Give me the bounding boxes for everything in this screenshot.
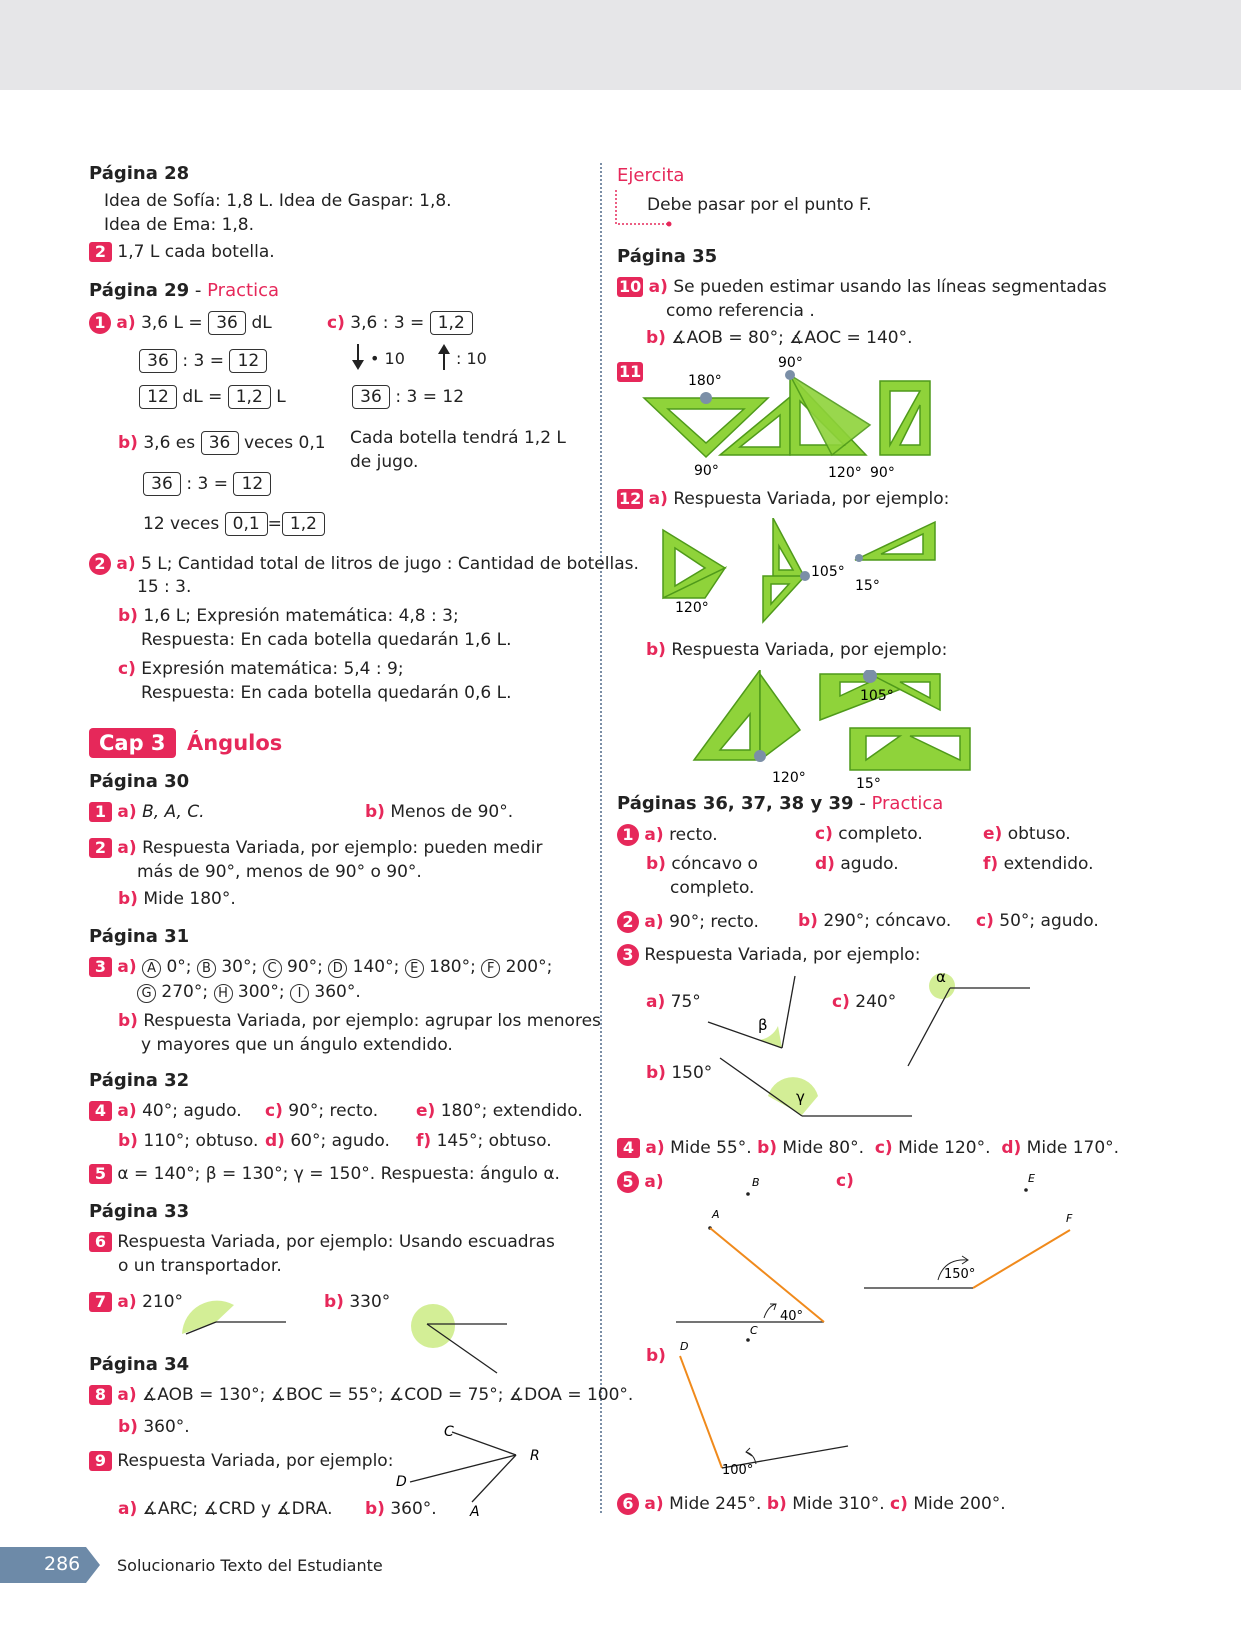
p28-item2 <box>89 242 275 262</box>
q6-line2: o un transportador. <box>118 1256 282 1276</box>
d-label: d) <box>1001 1138 1022 1158</box>
answer-box: 36 <box>143 472 181 496</box>
value: 200°; <box>505 957 553 977</box>
answer-box: 36 <box>208 311 246 335</box>
a-label: a) <box>117 1101 137 1121</box>
q4c-text: Mide 120°. <box>898 1138 991 1158</box>
multiply-10: • 10 <box>370 349 405 368</box>
circle-label: H <box>214 984 233 1003</box>
q8a-text: ∡AOB = 130°; ∡BOC = 55°; ∡COD = 75°; ∡DOA = 100°. <box>142 1385 634 1405</box>
q4d-text: 60°; agudo. <box>290 1131 390 1151</box>
page-number-arrow <box>86 1547 100 1583</box>
practica-label: Practica <box>207 280 279 301</box>
angle-330-diagram <box>395 1300 510 1380</box>
circle-label: D <box>328 959 347 978</box>
circle-label: C <box>263 959 282 978</box>
q1a-text: 3,6 L = <box>141 313 203 333</box>
q1b-text: Menos de 90°. <box>390 802 514 822</box>
p36-q4 <box>617 1138 1119 1158</box>
point-label: C <box>750 1324 758 1337</box>
p30-q1a <box>89 802 205 822</box>
b-label: b) <box>118 606 138 626</box>
a-label: a) <box>117 802 137 822</box>
b-label: b) <box>118 1417 138 1437</box>
page-31-heading: Página 31 <box>89 926 190 947</box>
q3b-line2: y mayores que un ángulo extendido. <box>141 1035 453 1055</box>
page-32-heading: Página 32 <box>89 1070 190 1091</box>
a-label: a) <box>117 1292 137 1312</box>
point-label: D <box>396 1474 407 1490</box>
q1c-text: completo. <box>838 824 923 844</box>
value: 360°. <box>314 982 361 1002</box>
angle-label: 120° <box>772 770 806 786</box>
p36-q2c <box>976 911 1099 931</box>
footer-title: Solucionario Texto del Estudiante <box>117 1556 383 1575</box>
point-label: D <box>680 1340 689 1353</box>
item-number: 2 <box>89 553 111 575</box>
p28-item2-text: 1,7 L cada botella. <box>117 242 275 262</box>
q4e-text: 180°; extendido. <box>440 1101 583 1121</box>
q4b-text: 110°; obtuso. <box>143 1131 259 1151</box>
angle-label: 105° <box>860 688 894 704</box>
b-label: b) <box>766 1494 787 1514</box>
c-label: c) <box>976 911 994 931</box>
angle-label: 40° <box>780 1309 804 1324</box>
b-label: b) <box>365 1499 385 1519</box>
point-label: F <box>1066 1212 1073 1225</box>
a-label: a) <box>118 1499 138 1519</box>
beta-symbol: β <box>758 1016 768 1034</box>
dash: - <box>189 280 208 301</box>
q12a-text: Respuesta Variada, por ejemplo: <box>673 489 950 509</box>
a-label: a) <box>648 489 668 509</box>
page-30-heading: Página 30 <box>89 771 190 792</box>
a-label: a) <box>117 957 137 977</box>
value: 30°; <box>221 957 258 977</box>
d-label: d) <box>815 854 835 874</box>
set-squares-diagram-11 <box>640 355 940 485</box>
p32-q4a <box>89 1101 242 1121</box>
c-note2: de jugo. <box>350 452 419 472</box>
b-label: b) <box>798 911 818 931</box>
p28-line1: Idea de Sofía: 1,8 L. Idea de Gaspar: 1,8. <box>104 191 452 211</box>
p32-q4e <box>416 1101 583 1121</box>
p29-b-row3 <box>143 512 325 536</box>
b-label: b) <box>646 1063 666 1083</box>
q6c-text: Mide 200°. <box>913 1494 1006 1514</box>
q3a-text: 75° <box>670 992 701 1012</box>
item-number: 2 <box>89 242 112 262</box>
p32-q4d <box>265 1131 390 1151</box>
c-label: c) <box>890 1494 908 1514</box>
page-29-heading <box>89 280 279 301</box>
q1b-line1: cóncavo o <box>671 854 758 874</box>
value: 0°; <box>166 957 192 977</box>
q7a-text: 210° <box>142 1292 184 1312</box>
q6a-text: Mide 245°. <box>669 1494 762 1514</box>
b-label: b) <box>365 802 385 822</box>
p33-q6 <box>89 1232 555 1252</box>
q1a-text: B, A, C. <box>142 802 205 822</box>
b-label: b) <box>324 1292 344 1312</box>
arrow-up-icon <box>436 342 452 372</box>
q1b-text: 3,6 es <box>143 433 196 453</box>
p29-q2c <box>118 659 404 679</box>
item-number: 5 <box>89 1164 112 1184</box>
item-number: 1 <box>89 802 112 822</box>
a-label: a) <box>116 554 136 574</box>
p28-line2: Idea de Ema: 1,8. <box>104 215 255 235</box>
operator: : 3 = <box>186 474 229 494</box>
angle-label: 90° <box>778 355 803 371</box>
p34-q9a <box>118 1499 333 1519</box>
item-number: 3 <box>89 957 112 977</box>
item-number: 4 <box>617 1138 640 1158</box>
q1b-line2: completo. <box>670 878 755 898</box>
a-label: a) <box>644 1172 664 1192</box>
item-number: 12 <box>619 489 642 508</box>
set-squares-diagram-12b <box>690 670 980 790</box>
q12b-text: Respuesta Variada, por ejemplo: <box>671 640 948 660</box>
q1b-end: veces 0,1 <box>243 433 326 453</box>
angle-label: 15° <box>856 776 881 790</box>
b-label: b) <box>646 640 666 660</box>
p33-q7b <box>324 1292 390 1312</box>
q2b-line1: 1,6 L; Expresión matemática: 4,8 : 3; <box>143 606 459 626</box>
item-number: 3 <box>617 944 639 966</box>
item-number: 1 <box>89 312 111 334</box>
item-number: 7 <box>89 1292 112 1312</box>
chapter-badge: Cap 3 <box>89 728 176 758</box>
q2a-line2: 15 : 3. <box>137 577 192 597</box>
value: 180°; <box>429 957 476 977</box>
page-34-heading: Página 34 <box>89 1354 190 1375</box>
p29-q1a <box>89 311 272 335</box>
p35-q10a <box>617 277 1107 297</box>
b-label: b) <box>118 889 138 909</box>
q3b-line1: Respuesta Variada, por ejemplo: agrupar los menores <box>143 1011 601 1031</box>
b-label: b) <box>646 1346 666 1366</box>
p29-q1c <box>327 311 473 335</box>
q2c-text: 50°; agudo. <box>999 911 1099 931</box>
f-label: f) <box>983 854 999 874</box>
p36-q3a <box>646 992 701 1012</box>
operation: : 3 = 12 <box>395 387 465 407</box>
arrow-down-icon <box>350 342 366 372</box>
p30-q2a <box>89 838 542 858</box>
item-number: 1 <box>617 824 639 846</box>
answer-box: 36 <box>139 349 177 373</box>
c-label: c) <box>836 1171 854 1191</box>
b3-text: 12 veces <box>143 514 220 534</box>
a-label: a) <box>117 838 137 858</box>
angle-210-diagram <box>180 1300 290 1340</box>
p29-row3 <box>139 385 286 409</box>
item-number: 10 <box>619 277 642 296</box>
c-label: c) <box>118 659 136 679</box>
item-number: 6 <box>617 1493 639 1515</box>
p34-q9 <box>89 1451 393 1471</box>
equals: = <box>267 514 282 534</box>
q7b-text: 330° <box>349 1292 391 1312</box>
q10a-line2: como referencia . <box>666 301 815 321</box>
unit: L <box>276 387 286 407</box>
a-label: a) <box>646 992 666 1012</box>
q1f-text: extendido. <box>1003 854 1094 874</box>
page-35-heading: Página 35 <box>617 246 718 267</box>
chapter-header <box>89 728 282 758</box>
point-label: A <box>470 1504 480 1520</box>
d-label: d) <box>265 1131 285 1151</box>
a-label: a) <box>648 277 668 297</box>
angles-diagram-q3 <box>700 970 1040 1120</box>
point-label: C <box>444 1424 454 1440</box>
page-29-title: Página 29 <box>89 280 190 301</box>
value: 270°; <box>161 982 209 1002</box>
p36-q1e <box>983 824 1071 844</box>
p30-q2b <box>118 889 236 909</box>
p32-q5 <box>89 1164 560 1184</box>
q1e-text: obtuso. <box>1007 824 1071 844</box>
q4d-text: Mide 170°. <box>1026 1138 1120 1158</box>
angle-label: 120° <box>828 465 862 481</box>
q3-text: Respuesta Variada, por ejemplo: <box>644 945 921 965</box>
answer-box: 36 <box>352 385 390 409</box>
point-label: E <box>1028 1172 1035 1185</box>
chapter-title: Ángulos <box>186 731 283 755</box>
angle-label: 90° <box>694 463 719 479</box>
constructed-angles-q5 <box>660 1168 1080 1488</box>
p36-q1b <box>646 854 758 874</box>
item-number: 6 <box>89 1232 112 1252</box>
p29-c-row3 <box>352 385 464 409</box>
p35-q12a <box>617 489 949 509</box>
q10b-text: ∡AOB = 80°; ∡AOC = 140°. <box>671 328 913 348</box>
q2a-line1: Respuesta Variada, por ejemplo: pueden medir <box>142 838 543 858</box>
q10a-line1: Se pueden estimar usando las líneas segmentadas <box>673 277 1107 297</box>
q6b-text: Mide 310°. <box>792 1494 885 1514</box>
b-label: b) <box>118 1011 138 1031</box>
p36-q1a <box>617 824 718 846</box>
q4b-text: Mide 80°. <box>782 1138 865 1158</box>
c-label: c) <box>832 992 850 1012</box>
alpha-symbol: α <box>936 970 946 986</box>
p31-q3a-row2 <box>137 982 361 1003</box>
gamma-symbol: γ <box>796 1088 805 1106</box>
b-label: b) <box>118 1131 138 1151</box>
p36-q2 <box>617 911 759 933</box>
e-label: e) <box>983 824 1003 844</box>
q2a-text: 90°; recto. <box>669 912 759 932</box>
a-label: a) <box>644 1494 664 1514</box>
q9b-text: 360°. <box>390 1499 437 1519</box>
column-separator <box>600 163 602 1513</box>
q9a-text: ∡ARC; ∡CRD y ∡DRA. <box>142 1499 333 1519</box>
p29-q2a <box>89 553 639 575</box>
top-band <box>0 0 1241 90</box>
f-label: f) <box>416 1131 432 1151</box>
angle-label: 100° <box>722 1463 754 1478</box>
item-number: 8 <box>89 1385 112 1405</box>
c-note1: Cada botella tendrá 1,2 L <box>350 428 566 448</box>
c-label: c) <box>327 313 345 333</box>
q8b-text: 360°. <box>143 1417 190 1437</box>
item-number: 4 <box>89 1101 112 1121</box>
rays-diagram <box>390 1420 560 1520</box>
q5-text: α = 140°; β = 130°; γ = 150°. Respuesta: ángulo α. <box>117 1164 560 1184</box>
angle-label: 150° <box>944 1267 976 1282</box>
q2b-line2: Respuesta: En cada botella quedarán 1,6 L. <box>141 630 512 650</box>
p36-q1f <box>983 854 1094 874</box>
set-squares-diagram-12a <box>655 518 945 628</box>
q1a-text: recto. <box>669 825 718 845</box>
angle-label: 120° <box>675 600 709 616</box>
q9-text: Respuesta Variada, por ejemplo: <box>117 1451 394 1471</box>
c-label: c) <box>815 824 833 844</box>
circle-label: F <box>481 959 500 978</box>
a-label: a) <box>116 313 136 333</box>
p36-q3 <box>617 944 920 966</box>
p36-q1d <box>815 854 899 874</box>
p36-q6 <box>617 1493 1006 1515</box>
q1d-text: agudo. <box>840 854 899 874</box>
q6-line1: Respuesta Variada, por ejemplo: Usando escuadras <box>117 1232 555 1252</box>
a-label: a) <box>644 825 664 845</box>
a-label: a) <box>644 912 664 932</box>
operator: dL = <box>182 387 223 407</box>
angle-label: 90° <box>870 465 895 481</box>
p32-q4f <box>416 1131 552 1151</box>
answer-box: 12 <box>139 385 177 409</box>
item-number: 9 <box>89 1451 112 1471</box>
answer-box: 0,1 <box>225 512 268 536</box>
p32-q4c <box>265 1101 378 1121</box>
p35-q12b <box>646 640 947 660</box>
c-label: c) <box>265 1101 283 1121</box>
p33-q7a <box>89 1292 183 1312</box>
answer-box: 1,2 <box>430 311 473 335</box>
point-label: A <box>712 1208 720 1221</box>
p34-q8b <box>118 1417 190 1437</box>
circle-label: I <box>290 984 309 1003</box>
circle-label: G <box>137 984 156 1003</box>
operator: : 3 = <box>182 351 225 371</box>
item-number: 11 <box>619 362 642 381</box>
pages-36-39-title: Páginas 36, 37, 38 y 39 <box>617 793 854 814</box>
b-label: b) <box>118 433 138 453</box>
page-28-heading: Página 28 <box>89 163 190 184</box>
q2c-line2: Respuesta: En cada botella quedarán 0,6 L. <box>141 683 512 703</box>
point-label: B <box>752 1176 760 1189</box>
b-label: b) <box>757 1138 778 1158</box>
e-label: e) <box>416 1101 436 1121</box>
p36-q5a <box>617 1171 664 1193</box>
circle-label: A <box>142 959 161 978</box>
pages-36-39-heading <box>617 793 943 814</box>
item-number: 5 <box>617 1171 639 1193</box>
q4c-text: 90°; recto. <box>288 1101 379 1121</box>
angle-label: 105° <box>811 564 845 580</box>
p29-q1b <box>118 431 326 455</box>
ejercita-title: Ejercita <box>617 165 685 186</box>
practica-label: Practica <box>871 793 944 814</box>
q2a-line1: 5 L; Cantidad total de litros de jugo : Cantidad de botellas. <box>141 554 639 574</box>
angle-label: 180° <box>688 373 722 389</box>
q1c-text: 3,6 : 3 = <box>350 313 425 333</box>
point-label: R <box>530 1448 540 1464</box>
q2b-text: Mide 180°. <box>143 889 236 909</box>
b-label: b) <box>646 328 666 348</box>
q2c-line1: Expresión matemática: 5,4 : 9; <box>141 659 404 679</box>
value: 140°; <box>352 957 400 977</box>
a-label: a) <box>117 1385 137 1405</box>
c-label: c) <box>874 1138 893 1158</box>
circle-label: E <box>405 959 424 978</box>
page-33-heading: Página 33 <box>89 1201 190 1222</box>
answer-box: 36 <box>201 431 239 455</box>
page-number: 286 <box>44 1553 81 1575</box>
q4f-text: 145°; obtuso. <box>436 1131 552 1151</box>
q2b-text: 290°; cóncavo. <box>823 911 952 931</box>
p31-q3b <box>118 1011 601 1031</box>
answer-box: 1,2 <box>228 385 271 409</box>
ejercita-text: Debe pasar por el punto F. <box>647 195 872 215</box>
p29-row2 <box>139 349 267 373</box>
answer-box: 1,2 <box>282 512 325 536</box>
b-label: b) <box>646 854 666 874</box>
p29-q2b <box>118 606 459 626</box>
p35-q10b <box>646 328 913 348</box>
item-number: 2 <box>89 838 112 858</box>
dash: - <box>853 793 872 814</box>
answer-box: 12 <box>229 349 267 373</box>
p29-b-row2 <box>143 472 271 496</box>
q3c-text: 240° <box>855 992 897 1012</box>
p36-q2b <box>798 911 951 931</box>
p36-q1c <box>815 824 923 844</box>
a-label: a) <box>645 1138 665 1158</box>
p31-q3a <box>89 957 552 978</box>
p30-q1b <box>365 802 513 822</box>
value: 300°; <box>237 982 285 1002</box>
circle-label: B <box>197 959 216 978</box>
p32-q4b <box>118 1131 258 1151</box>
value: 90°; <box>287 957 323 977</box>
q4a-text: Mide 55°. <box>670 1138 752 1158</box>
divide-10: : 10 <box>456 349 487 368</box>
ejercita-bracket <box>614 188 674 228</box>
p34-q8a <box>89 1385 633 1405</box>
item-number: 2 <box>617 911 639 933</box>
unit: dL <box>251 313 272 333</box>
q2a-line2: más de 90°, menos de 90° o 90°. <box>137 862 422 882</box>
angle-label: 15° <box>855 578 880 594</box>
answer-box: 12 <box>233 472 271 496</box>
q3b-text: 150° <box>671 1063 713 1083</box>
q4a-text: 40°; agudo. <box>142 1101 242 1121</box>
